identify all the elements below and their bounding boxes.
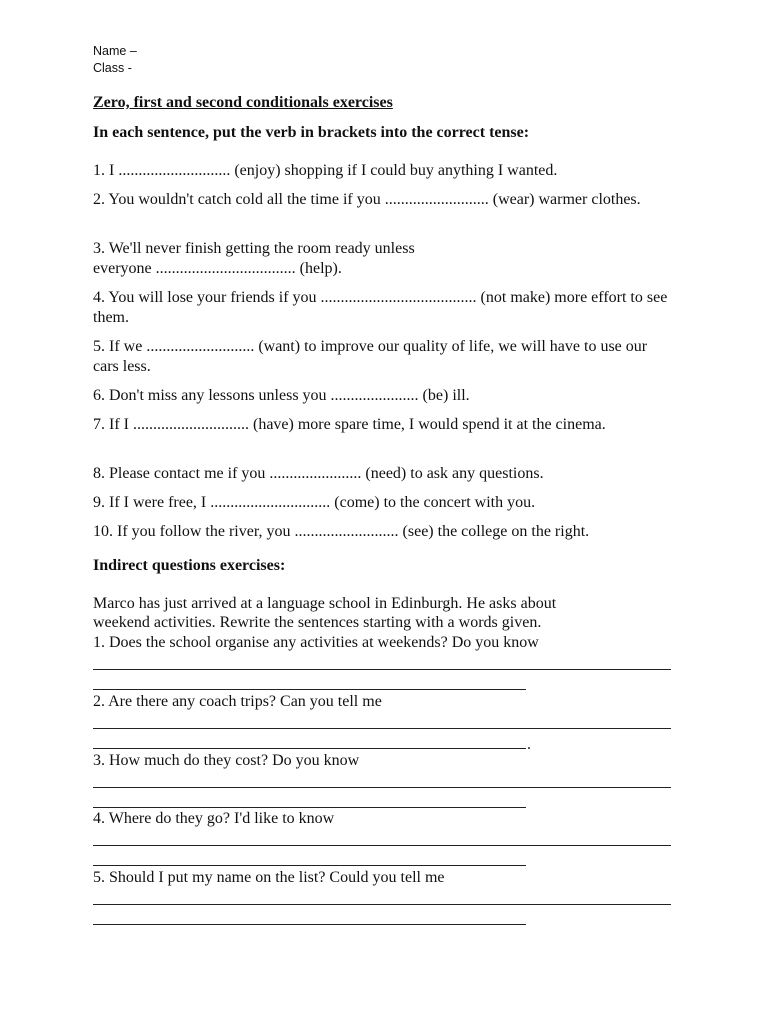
- exercise-item-8: 8. Please contact me if you ....................... (need) to ask any questions.: [93, 465, 544, 482]
- answer-line: [93, 689, 526, 690]
- exercise-item-9: 9. If I were free, I .............................. (come) to the concert with you.: [93, 494, 536, 511]
- section1-title: Zero, first and second conditionals exercises: [93, 94, 393, 111]
- answer-line: [93, 748, 526, 749]
- question-2: 2. Are there any coach trips? Can you tell me: [93, 693, 382, 710]
- exercise-item-3: 3. We'll never finish getting the room ready unless: [93, 240, 415, 257]
- question-1: 1. Does the school organise any activities at weekends? Do you know: [93, 634, 539, 651]
- answer-line: [93, 807, 526, 808]
- answer-line: [93, 728, 671, 729]
- answer-line: [93, 865, 526, 866]
- class-label: Class -: [93, 61, 132, 75]
- exercise-item-2: 2. You wouldn't catch cold all the time if you .......................... (wear) warmer clothes.: [93, 191, 641, 208]
- section2-intro-line1: Marco has just arrived at a language school in Edinburgh. He asks about: [93, 595, 557, 612]
- answer-line: [93, 787, 671, 788]
- exercise-item-4: 4. You will lose your friends if you ....................................... (not make) more effort to see them.: [93, 289, 668, 326]
- section2-title: Indirect questions exercises:: [93, 557, 286, 574]
- exercise-item-6: 6. Don't miss any lessons unless you ...................... (be) ill.: [93, 387, 470, 404]
- exercise-item-3-continued: everyone ................................... (help).: [93, 260, 342, 277]
- question-5: 5. Should I put my name on the list? Could you tell me: [93, 869, 445, 886]
- exercise-item-7: 7. If I ............................. (have) more spare time, I would spend it at the cinema.: [93, 416, 606, 433]
- exercise-item-10: 10. If you follow the river, you .......................... (see) the college on the right.: [93, 523, 590, 540]
- question-3: 3. How much do they cost? Do you know: [93, 752, 360, 769]
- section1-instruction: In each sentence, put the verb in brackets into the correct tense:: [93, 124, 530, 141]
- question-4: 4. Where do they go? I'd like to know: [93, 810, 335, 827]
- answer-line: [93, 845, 671, 846]
- answer-line: [93, 669, 671, 670]
- exercise-item-1: 1. I ............................ (enjoy) shopping if I could buy anything I wanted.: [93, 162, 558, 179]
- answer-line: [93, 904, 671, 905]
- trailing-period: .: [527, 736, 531, 753]
- exercise-item-5: 5. If we ........................... (want) to improve our quality of life, we will have to use our cars less.: [93, 338, 648, 375]
- answer-line: [93, 924, 526, 925]
- name-label: Name –: [93, 44, 137, 58]
- section2-intro-line2: weekend activities. Rewrite the sentences starting with a words given.: [93, 614, 542, 631]
